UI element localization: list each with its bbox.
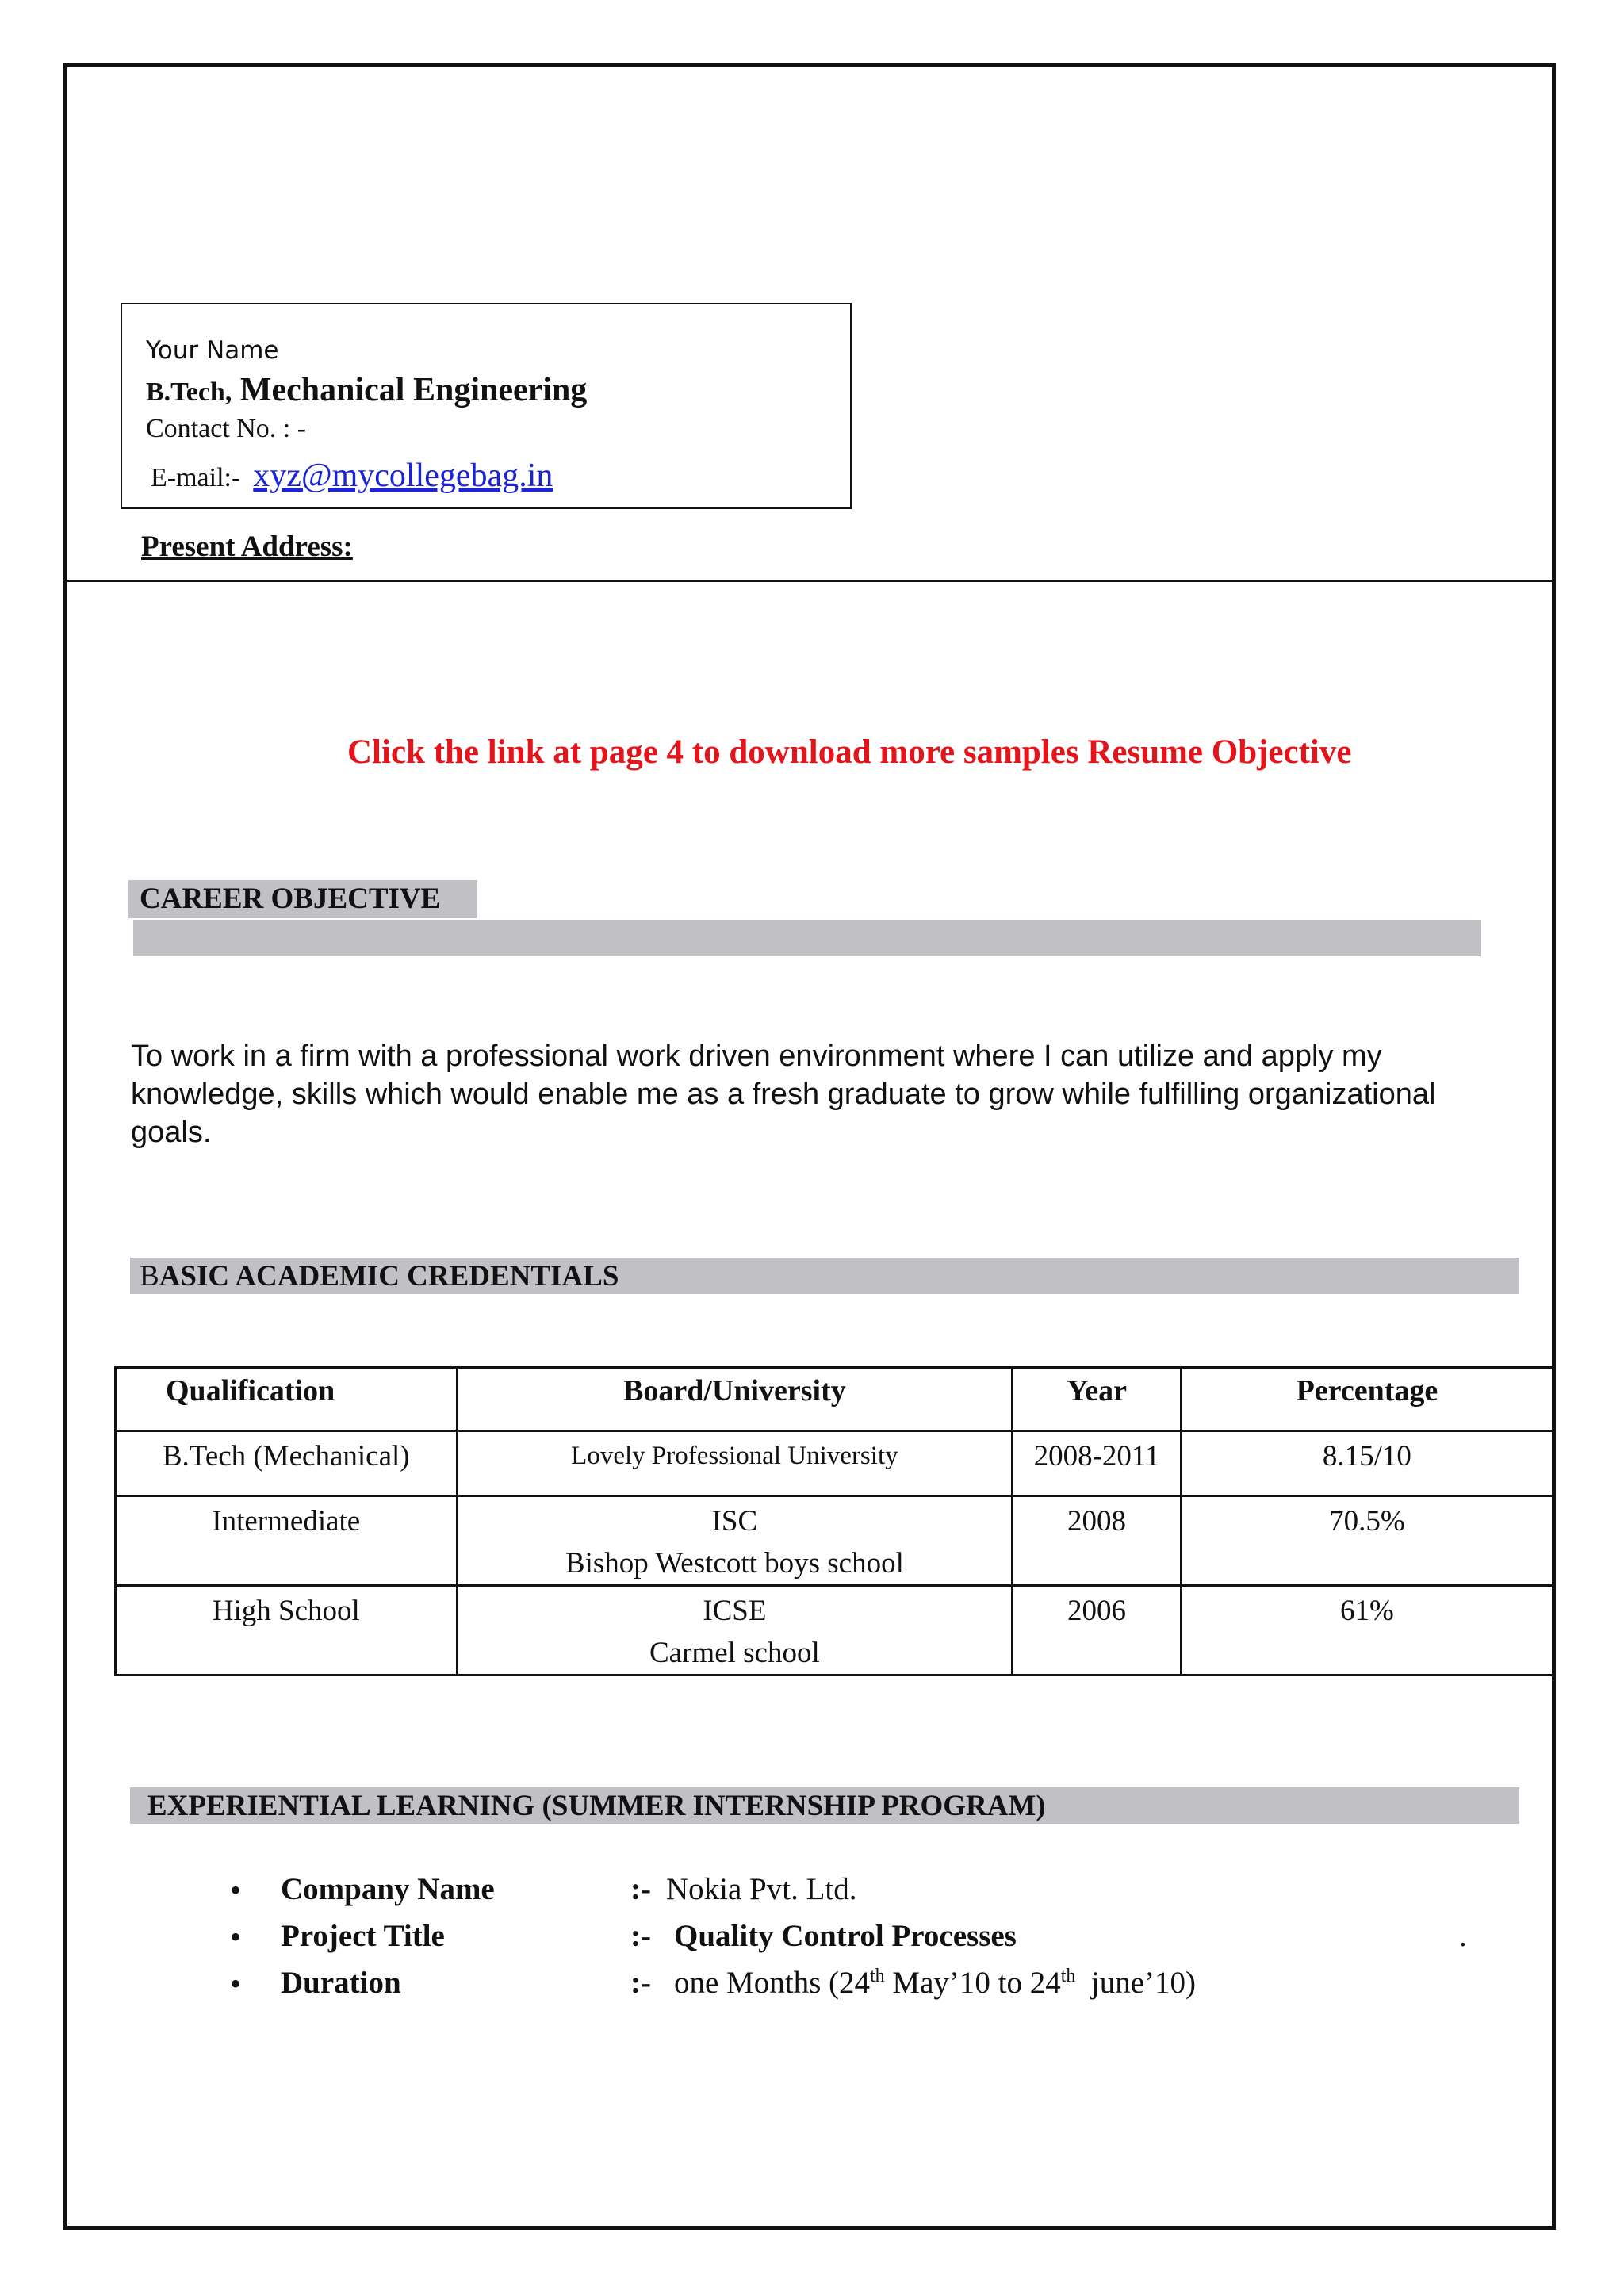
column-header-percentage: Percentage	[1181, 1368, 1553, 1431]
cell-percentage: 8.15/10	[1181, 1431, 1553, 1496]
cell-qualification: B.Tech (Mechanical)	[116, 1431, 458, 1496]
contact-number: Contact No. : -	[146, 414, 307, 443]
cell-qualification: Intermediate	[116, 1496, 458, 1586]
bullet-icon: •	[230, 1966, 242, 2001]
cell-board: Lovely Professional University	[457, 1431, 1013, 1496]
column-header-board: Board/University	[457, 1368, 1013, 1431]
table-row	[116, 1586, 1553, 1676]
duration-sup-b: th	[1060, 1966, 1076, 1986]
academics-heading-initial: B	[140, 1260, 159, 1293]
candidate-name: Your Name	[146, 336, 279, 365]
cell-qualification: High School	[116, 1586, 458, 1676]
email-label: E-mail:-	[151, 463, 241, 492]
present-address-heading: Present Address:	[141, 530, 353, 563]
column-header-year: Year	[1013, 1368, 1182, 1431]
degree-line	[146, 371, 587, 409]
download-samples-link[interactable]: Click the link at page 4 to download more samples Resume Objective	[347, 733, 1352, 771]
cell-percentage: 70.5%	[1181, 1496, 1553, 1586]
career-objective-text: To work in a firm with a professional work driven environment where I can utilize and apply my knowledge, skills which would enable me as a fresh graduate to grow while fulfilling organizational goals.	[131, 1040, 1436, 1149]
table-header-row	[116, 1368, 1553, 1431]
column-header-qualification: Qualification	[116, 1368, 458, 1431]
experience-list	[230, 1871, 1499, 2012]
item-trailing-mark: .	[1459, 1919, 1467, 1953]
table-row	[116, 1431, 1553, 1496]
academics-heading-rest: ASIC ACADEMIC CREDENTIALS	[159, 1260, 619, 1293]
bullet-icon: •	[230, 1919, 242, 1955]
degree-short: B.Tech,	[146, 377, 232, 407]
experience-heading: EXPERIENTIAL LEARNING (SUMMER INTERNSHIP PROGRAM)	[147, 1790, 1046, 1822]
header-divider	[63, 580, 1556, 582]
list-item	[230, 1871, 1499, 1918]
item-value: Quality Control Processes	[674, 1919, 1017, 1953]
cell-board-line2: Carmel school	[649, 1637, 820, 1669]
email-line	[151, 457, 553, 495]
cell-board-line2: Bishop Westcott boys school	[565, 1547, 904, 1580]
academics-heading	[140, 1259, 619, 1293]
career-objective-bar	[133, 920, 1481, 956]
degree-branch: Mechanical Engineering	[239, 372, 588, 408]
academic-credentials-table	[114, 1366, 1554, 1676]
email-link[interactable]: xyz@mycollegebag.in	[253, 458, 553, 494]
table-row	[116, 1496, 1553, 1586]
item-label: Project Title	[281, 1919, 445, 1953]
item-value: Nokia Pvt. Ltd.	[666, 1872, 857, 1906]
cell-board-line1: ISC	[711, 1505, 758, 1538]
cell-board	[457, 1586, 1013, 1676]
list-item	[230, 1918, 1499, 1965]
duration-part-a: one Months (24	[674, 1966, 870, 2000]
list-item	[230, 1965, 1499, 2012]
item-separator: :-	[630, 1966, 651, 2000]
item-separator: :-	[630, 1919, 651, 1953]
cell-year: 2008	[1013, 1496, 1182, 1586]
cell-year: 2006	[1013, 1586, 1182, 1676]
cell-percentage: 61%	[1181, 1586, 1553, 1676]
item-label: Company Name	[281, 1872, 495, 1906]
duration-sup-a: th	[870, 1966, 885, 1986]
cell-board	[457, 1496, 1013, 1586]
bullet-icon: •	[230, 1872, 242, 1908]
cell-year: 2008-2011	[1013, 1431, 1182, 1496]
career-objective-heading: CAREER OBJECTIVE	[140, 883, 441, 915]
contact-box	[121, 303, 852, 509]
item-label: Duration	[281, 1966, 401, 2000]
item-value	[674, 1965, 1196, 2001]
cell-board-line1: ICSE	[703, 1595, 767, 1627]
duration-part-c: june’10)	[1075, 1966, 1197, 2000]
item-separator: :-	[630, 1872, 651, 1906]
duration-part-b: May’10 to 24	[884, 1966, 1061, 2000]
